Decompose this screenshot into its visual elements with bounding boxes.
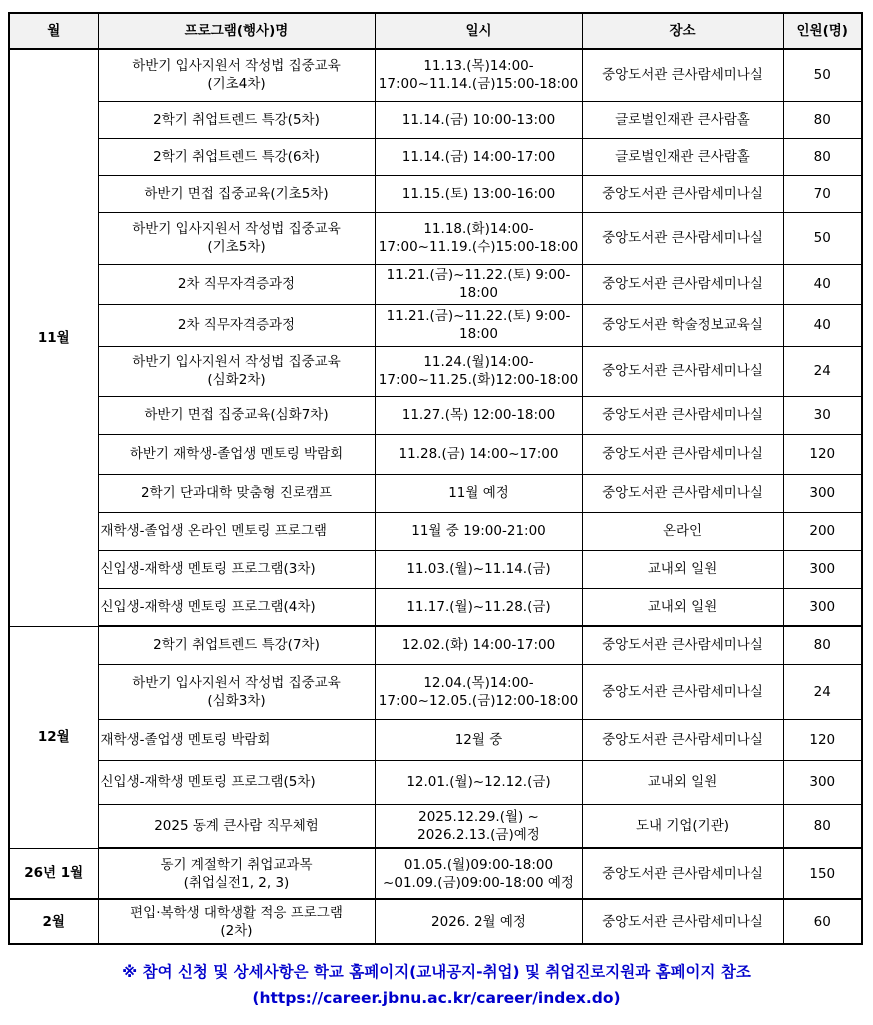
- table-row: [9, 588, 862, 626]
- capacity-cell: 50: [783, 49, 862, 101]
- datetime-cell: 12.01.(월)~12.12.(금): [375, 760, 582, 804]
- datetime-cell: 11.24.(월)14:00- 17:00~11.25.(화)12:00-18:00: [375, 346, 582, 396]
- table-row: [9, 304, 862, 346]
- table-row: [9, 760, 862, 804]
- table-row: [9, 264, 862, 304]
- table-row: [9, 512, 862, 550]
- table-row: [9, 626, 862, 664]
- datetime-cell: 11.18.(화)14:00- 17:00~11.19.(수)15:00-18:00: [375, 212, 582, 264]
- month-cell: 2월: [9, 899, 98, 944]
- capacity-cell: 120: [783, 434, 862, 474]
- datetime-cell: 11.17.(월)~11.28.(금): [375, 588, 582, 626]
- place-cell: 중앙도서관 큰사람세미나실: [582, 49, 783, 101]
- program-cell: 재학생-졸업생 온라인 멘토링 프로그램: [98, 512, 375, 550]
- table-row: [9, 664, 862, 719]
- capacity-cell: 300: [783, 474, 862, 512]
- program-cell: 2차 직무자격증과정: [98, 304, 375, 346]
- place-cell: 교내외 일원: [582, 588, 783, 626]
- program-cell: 편입·복학생 대학생활 적응 프로그램 (2차): [98, 899, 375, 944]
- place-cell: 도내 기업(기관): [582, 804, 783, 848]
- header-datetime: 일시: [375, 13, 582, 49]
- table-row: [9, 719, 862, 760]
- header-month: 월: [9, 13, 98, 49]
- header-place: 장소: [582, 13, 783, 49]
- program-cell: 2025 동계 큰사람 직무체험: [98, 804, 375, 848]
- program-cell: 동기 계절학기 취업교과목 (취업실전1, 2, 3): [98, 848, 375, 899]
- table-row: [9, 175, 862, 212]
- datetime-cell: 11.21.(금)~11.22.(토) 9:00- 18:00: [375, 304, 582, 346]
- notice-url: (https://career.jbnu.ac.kr/career/index.do): [252, 989, 621, 1007]
- schedule-table-container: [8, 12, 863, 945]
- capacity-cell: 80: [783, 138, 862, 175]
- capacity-cell: 120: [783, 719, 862, 760]
- table-row: [9, 212, 862, 264]
- datetime-cell: 11.15.(토) 13:00-16:00: [375, 175, 582, 212]
- program-cell: 2학기 취업트렌드 특강(5차): [98, 101, 375, 138]
- datetime-cell: 2026. 2월 예정: [375, 899, 582, 944]
- program-cell: 신입생-재학생 멘토링 프로그램(4차): [98, 588, 375, 626]
- header-program: 프로그램(행사)명: [98, 13, 375, 49]
- program-cell: 하반기 입사지원서 작성법 집중교육 (기초5차): [98, 212, 375, 264]
- month-cell: 26년 1월: [9, 848, 98, 899]
- month-cell: 11월: [9, 49, 98, 626]
- program-cell: 하반기 면접 집중교육(심화7차): [98, 396, 375, 434]
- datetime-cell: 11.14.(금) 14:00-17:00: [375, 138, 582, 175]
- place-cell: 교내외 일원: [582, 550, 783, 588]
- capacity-cell: 80: [783, 804, 862, 848]
- program-cell: 하반기 입사지원서 작성법 집중교육 (심화2차): [98, 346, 375, 396]
- datetime-cell: 11.14.(금) 10:00-13:00: [375, 101, 582, 138]
- datetime-cell: 11.21.(금)~11.22.(토) 9:00- 18:00: [375, 264, 582, 304]
- place-cell: 중앙도서관 큰사람세미나실: [582, 396, 783, 434]
- place-cell: 중앙도서관 큰사람세미나실: [582, 899, 783, 944]
- place-cell: 중앙도서관 큰사람세미나실: [582, 346, 783, 396]
- capacity-cell: 300: [783, 550, 862, 588]
- capacity-cell: 30: [783, 396, 862, 434]
- table-row: [9, 899, 862, 944]
- datetime-cell: 11월 예정: [375, 474, 582, 512]
- place-cell: 중앙도서관 큰사람세미나실: [582, 264, 783, 304]
- table-row: [9, 101, 862, 138]
- table-row: [9, 550, 862, 588]
- table-row: [9, 474, 862, 512]
- place-cell: 중앙도서관 큰사람세미나실: [582, 719, 783, 760]
- datetime-cell: 2025.12.29.(월) ~ 2026.2.13.(금)예정: [375, 804, 582, 848]
- place-cell: 중앙도서관 큰사람세미나실: [582, 626, 783, 664]
- datetime-cell: 11.27.(목) 12:00-18:00: [375, 396, 582, 434]
- month-cell: 12월: [9, 626, 98, 848]
- capacity-cell: 200: [783, 512, 862, 550]
- capacity-cell: 300: [783, 760, 862, 804]
- capacity-cell: 80: [783, 101, 862, 138]
- program-cell: 2학기 취업트렌드 특강(7차): [98, 626, 375, 664]
- capacity-cell: 50: [783, 212, 862, 264]
- capacity-cell: 70: [783, 175, 862, 212]
- place-cell: 중앙도서관 큰사람세미나실: [582, 664, 783, 719]
- place-cell: 중앙도서관 큰사람세미나실: [582, 175, 783, 212]
- program-cell: 2학기 취업트렌드 특강(6차): [98, 138, 375, 175]
- place-cell: 글로벌인재관 큰사람홀: [582, 138, 783, 175]
- datetime-cell: 12.02.(화) 14:00-17:00: [375, 626, 582, 664]
- capacity-cell: 24: [783, 346, 862, 396]
- header-capacity: 인원(명): [783, 13, 862, 49]
- datetime-cell: 11.28.(금) 14:00~17:00: [375, 434, 582, 474]
- capacity-cell: 150: [783, 848, 862, 899]
- datetime-cell: 12.04.(목)14:00- 17:00~12.05.(금)12:00-18:00: [375, 664, 582, 719]
- table-row: [9, 138, 862, 175]
- place-cell: 중앙도서관 큰사람세미나실: [582, 848, 783, 899]
- datetime-cell: 11.03.(월)~11.14.(금): [375, 550, 582, 588]
- program-cell: 하반기 면접 집중교육(기초5차): [98, 175, 375, 212]
- place-cell: 온라인: [582, 512, 783, 550]
- place-cell: 중앙도서관 큰사람세미나실: [582, 212, 783, 264]
- table-row: [9, 346, 862, 396]
- program-cell: 하반기 입사지원서 작성법 집중교육 (기초4차): [98, 49, 375, 101]
- place-cell: 중앙도서관 큰사람세미나실: [582, 434, 783, 474]
- table-row: [9, 434, 862, 474]
- capacity-cell: 40: [783, 304, 862, 346]
- table-body: [9, 49, 862, 944]
- datetime-cell: 12월 중: [375, 719, 582, 760]
- table-row: [9, 49, 862, 101]
- capacity-cell: 60: [783, 899, 862, 944]
- datetime-cell: 11.13.(목)14:00- 17:00~11.14.(금)15:00-18:00: [375, 49, 582, 101]
- program-cell: 재학생-졸업생 멘토링 박람회: [98, 719, 375, 760]
- notice-text: ※ 참여 신청 및 상세사항은 학교 홈페이지(교내공지-취업) 및 취업진로지원과 홈페이지 참조: [122, 963, 751, 981]
- table-row: [9, 848, 862, 899]
- datetime-cell: 01.05.(월)09:00-18:00 ~01.09.(금)09:00-18:00 예정: [375, 848, 582, 899]
- place-cell: 중앙도서관 학술정보교육실: [582, 304, 783, 346]
- table-row: [9, 804, 862, 848]
- place-cell: 글로벌인재관 큰사람홀: [582, 101, 783, 138]
- capacity-cell: 40: [783, 264, 862, 304]
- program-cell: 하반기 입사지원서 작성법 집중교육 (심화3차): [98, 664, 375, 719]
- place-cell: 교내외 일원: [582, 760, 783, 804]
- program-cell: 신입생-재학생 멘토링 프로그램(5차): [98, 760, 375, 804]
- capacity-cell: 24: [783, 664, 862, 719]
- program-cell: 2차 직무자격증과정: [98, 264, 375, 304]
- capacity-cell: 300: [783, 588, 862, 626]
- program-cell: 하반기 재학생-졸업생 멘토링 박람회: [98, 434, 375, 474]
- capacity-cell: 80: [783, 626, 862, 664]
- program-cell: 신입생-재학생 멘토링 프로그램(3차): [98, 550, 375, 588]
- datetime-cell: 11월 중 19:00-21:00: [375, 512, 582, 550]
- place-cell: 중앙도서관 큰사람세미나실: [582, 474, 783, 512]
- table-row: [9, 396, 862, 434]
- program-cell: 2학기 단과대학 맞춤형 진로캠프: [98, 474, 375, 512]
- table-header-row: [9, 13, 862, 49]
- program-schedule-table: [8, 12, 863, 945]
